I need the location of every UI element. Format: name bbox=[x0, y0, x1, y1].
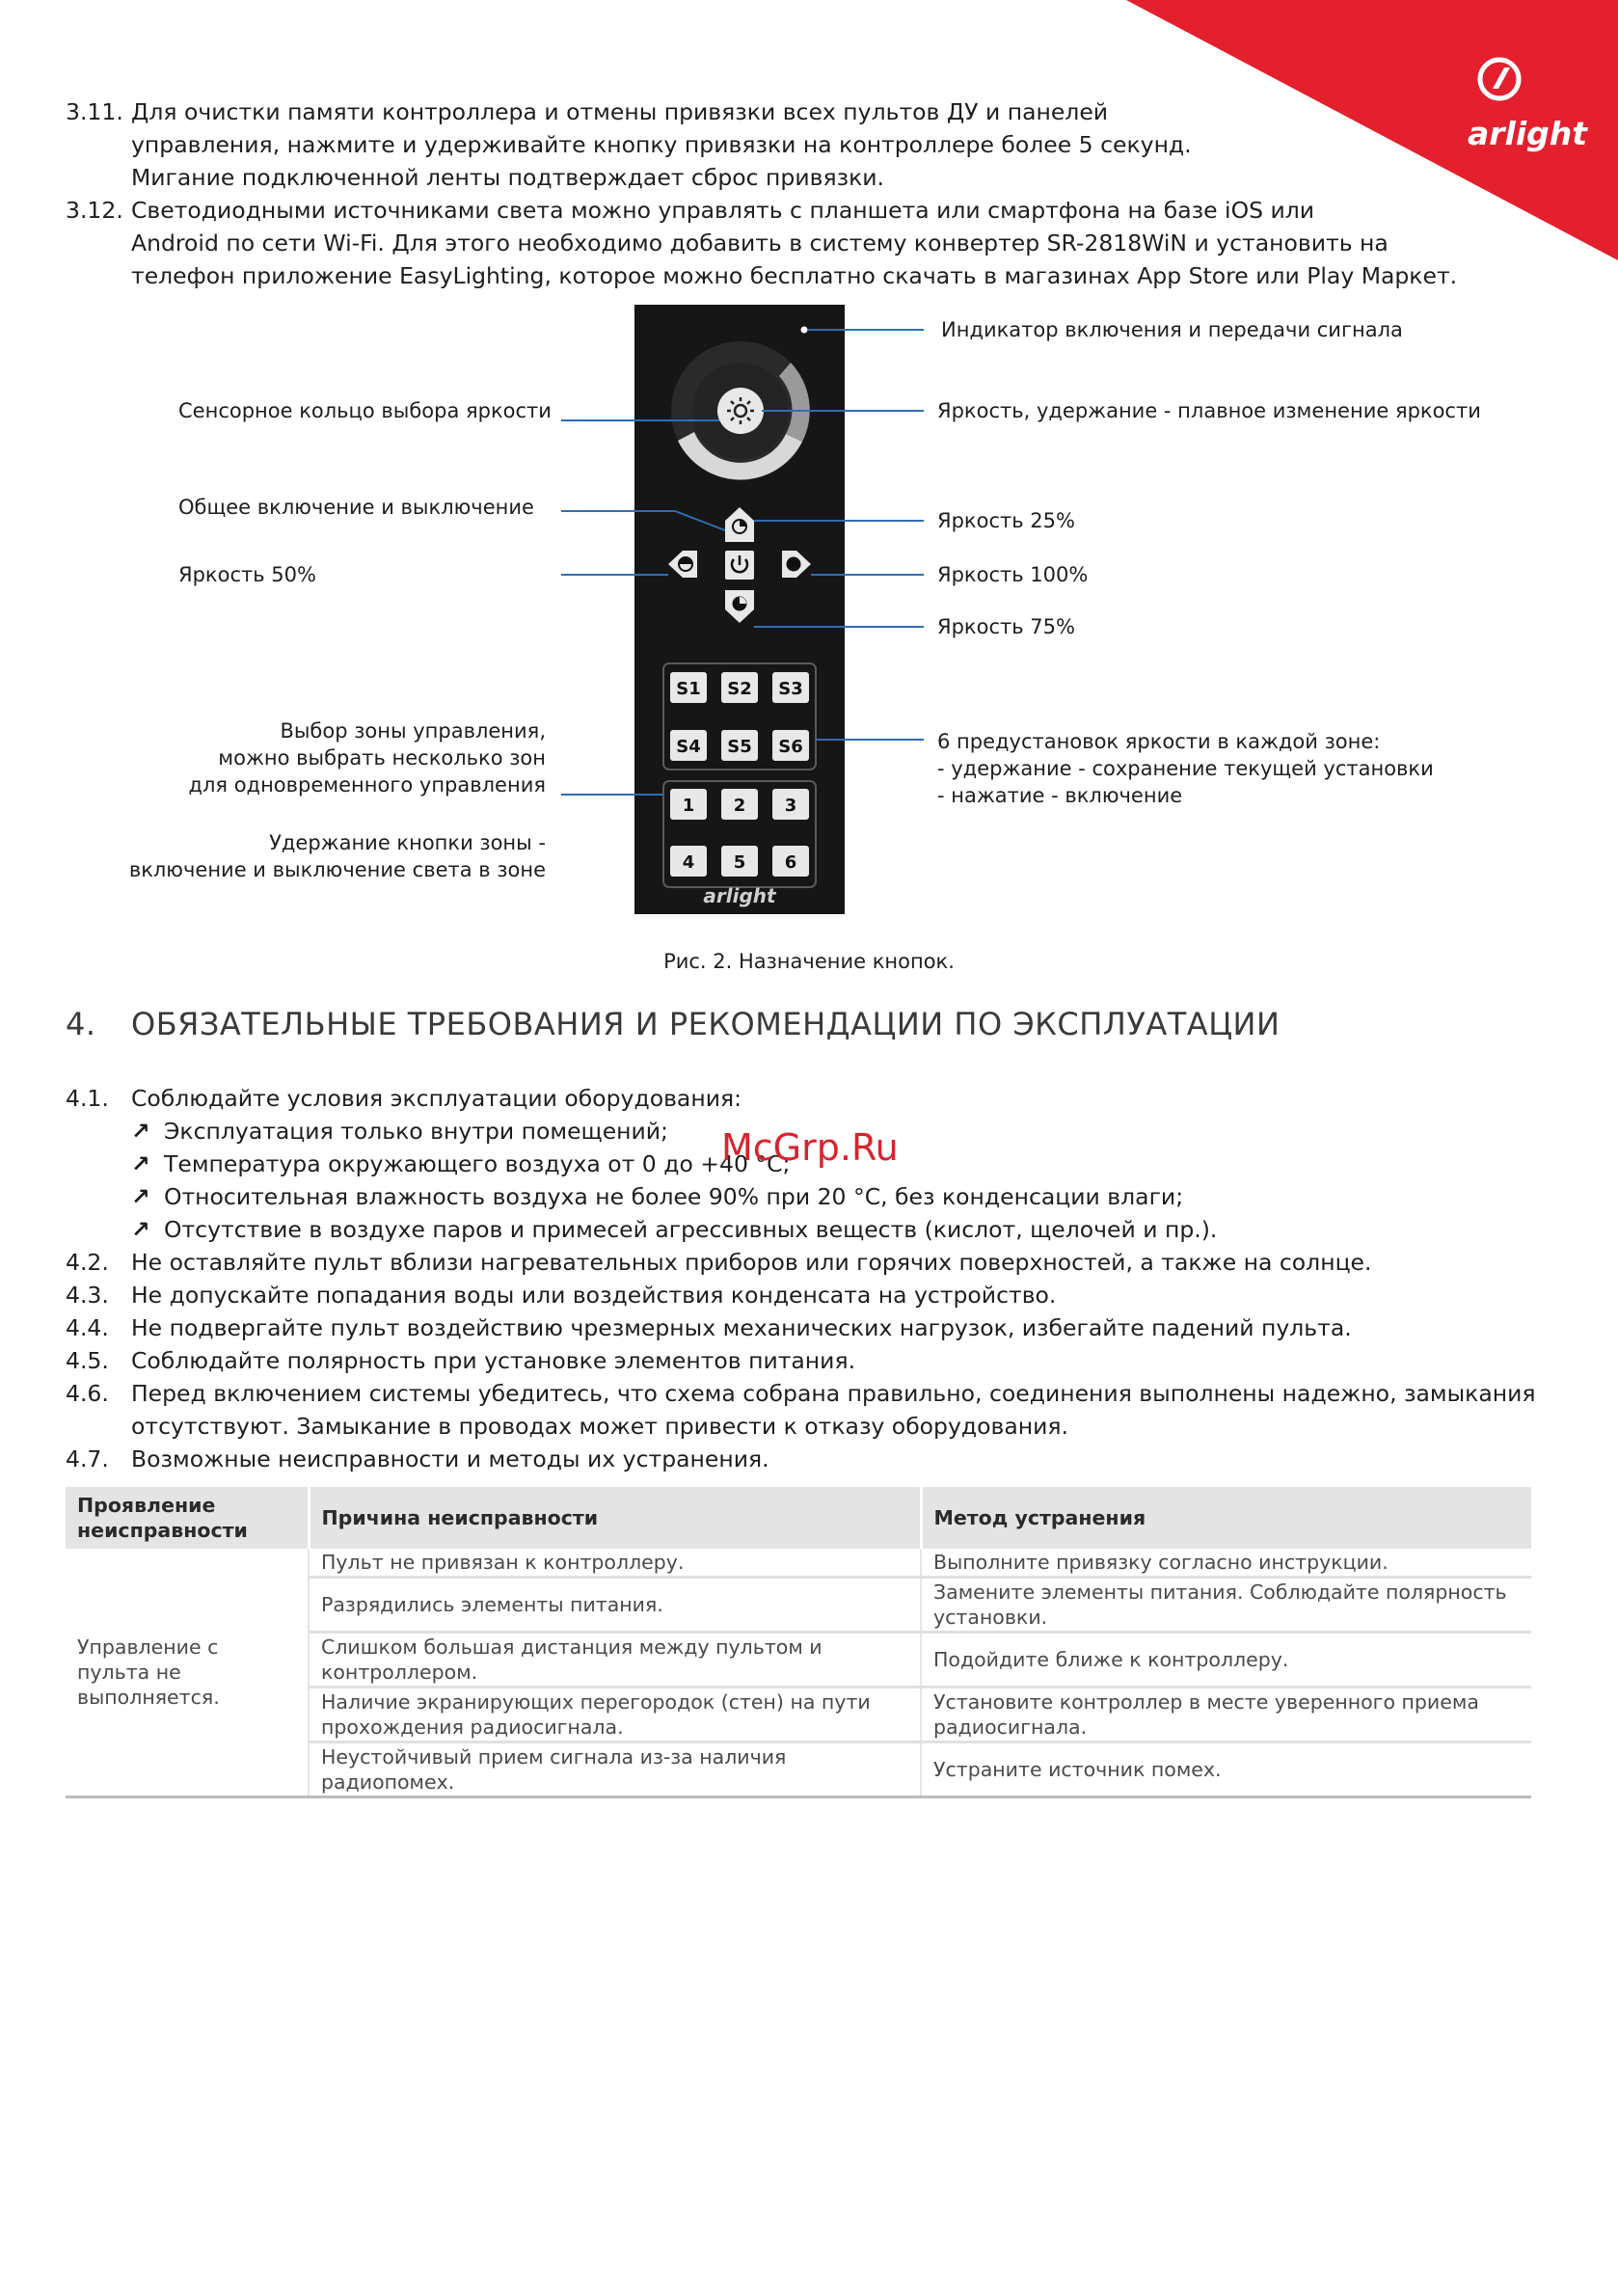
label-center: Яркость, удержание - плавное изменение яркости bbox=[937, 399, 1481, 422]
zone-btn-1: 1 bbox=[682, 796, 695, 816]
zone-btn-3: 3 bbox=[784, 796, 797, 816]
fix-4: Установите контроллер в месте уверенного приема радиосигнала. bbox=[921, 1688, 1531, 1742]
label-presets-2: - удержание - сохранение текущей установки bbox=[937, 757, 1434, 780]
cause-1: Пульт не привязан к контроллеру. bbox=[309, 1549, 921, 1578]
watermark: McGrp.Ru bbox=[721, 1126, 899, 1169]
fix-3: Подойдите ближе к контроллеру. bbox=[921, 1633, 1531, 1688]
scene-btn-3: S3 bbox=[778, 679, 803, 699]
label-zone-select-2: можно выбрать несколько зон bbox=[218, 746, 546, 770]
zone-btn-2: 2 bbox=[733, 796, 746, 816]
label-presets-1: 6 предустановок яркости в каждой зоне: bbox=[937, 730, 1381, 753]
label-b100: Яркость 100% bbox=[937, 563, 1089, 586]
zone-btn-4: 4 bbox=[682, 852, 695, 873]
remote-logo: arlight bbox=[703, 884, 776, 907]
troubleshooting-table bbox=[66, 1487, 1531, 1798]
scene-btn-1: S1 bbox=[676, 679, 701, 699]
th-symptom: Проявление неисправности bbox=[66, 1487, 309, 1549]
zone-btn-5: 5 bbox=[733, 852, 746, 873]
label-zone-hold-1: Удержание кнопки зоны - bbox=[269, 831, 546, 854]
label-b50: Яркость 50% bbox=[178, 563, 316, 586]
remote-figure bbox=[0, 289, 1618, 926]
label-zone-select-3: для одновременного управления bbox=[188, 773, 546, 797]
label-b25: Яркость 25% bbox=[937, 509, 1075, 532]
label-presets-3: - нажатие - включение bbox=[937, 784, 1183, 807]
fix-1: Выполните привязку согласно инструкции. bbox=[921, 1549, 1531, 1578]
btn-power bbox=[725, 551, 754, 580]
scene-btn-2: S2 bbox=[727, 679, 752, 699]
label-indicator: Индикатор включения и передачи сигнала bbox=[941, 318, 1403, 341]
indicator-led bbox=[801, 327, 808, 334]
cause-4: Наличие экранирующих перегородок (стен) на пути прохождения радиосигнала. bbox=[309, 1688, 921, 1742]
arrow-icon: ↗ bbox=[131, 1118, 150, 1145]
zone-btn-6: 6 bbox=[784, 852, 797, 873]
th-fix: Метод устранения bbox=[921, 1487, 1531, 1549]
section-heading: 4. ОБЯЗАТЕЛЬНЫЕ ТРЕБОВАНИЯ И РЕКОМЕНДАЦИИ ПО ЭКСПЛУАТАЦИИ bbox=[66, 1006, 1281, 1042]
cause-3: Слишком большая дистанция между пультом и контроллером. bbox=[309, 1633, 921, 1688]
bullet-1: ↗ Эксплуатация только внутри помещений; bbox=[131, 1115, 668, 1148]
arrow-icon: ↗ bbox=[131, 1216, 150, 1243]
logo-text: arlight bbox=[1468, 115, 1588, 152]
label-zone-hold-2: включение и выключение света в зоне bbox=[128, 858, 546, 881]
bullet-2: ↗ Температура окружающего воздуха от 0 до +40 °С; bbox=[131, 1148, 790, 1180]
cause-2: Разрядились элементы питания. bbox=[309, 1578, 921, 1633]
label-ring: Сенсорное кольцо выбора яркости bbox=[178, 399, 552, 422]
scene-btn-4: S4 bbox=[676, 737, 701, 757]
figure-caption: Рис. 2. Назначение кнопок. bbox=[663, 950, 955, 973]
arrow-icon: ↗ bbox=[131, 1150, 150, 1177]
fix-5: Устраните источник помех. bbox=[921, 1742, 1531, 1797]
label-power: Общее включение и выключение bbox=[178, 496, 534, 519]
scene-btn-5: S5 bbox=[727, 737, 752, 757]
label-b75: Яркость 75% bbox=[937, 615, 1075, 638]
bullet-4: ↗ Отсутствие в воздухе паров и примесей агрессивных веществ (кислот, щелочей и пр.). bbox=[131, 1213, 1217, 1246]
arrow-icon: ↗ bbox=[131, 1183, 150, 1210]
scene-btn-6: S6 bbox=[778, 737, 803, 757]
item-4-1-text: Соблюдайте условия эксплуатации оборудования: bbox=[131, 1085, 742, 1112]
fix-2: Замените элементы питания. Соблюдайте полярность установки. bbox=[921, 1578, 1531, 1633]
item-4-1-num: 4.1. bbox=[66, 1085, 109, 1112]
bullet-3: ↗ Относительная влажность воздуха не более 90% при 20 °C, без конденсации влаги; bbox=[131, 1180, 1183, 1213]
th-cause: Причина неисправности bbox=[309, 1487, 921, 1549]
label-zone-select-1: Выбор зоны управления, bbox=[280, 719, 546, 743]
symptom-cell: Управление с пульта не выполняется. bbox=[66, 1549, 309, 1797]
cause-5: Неустойчивый прием сигнала из-за наличия радиопомех. bbox=[309, 1742, 921, 1797]
